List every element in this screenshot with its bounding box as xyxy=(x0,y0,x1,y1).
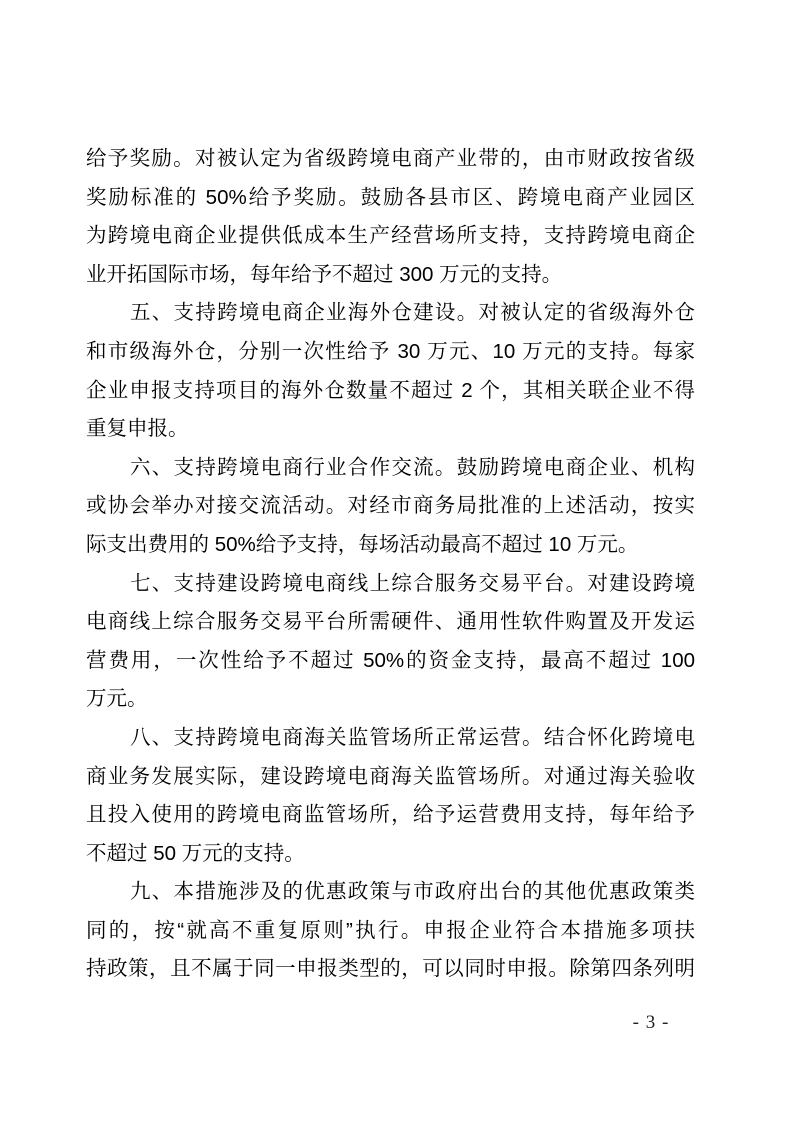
text-line: 五、支持跨境电商企业海外仓建设。对被认定的省级海外仓 xyxy=(130,301,695,325)
text-line: 企业申报支持项目的海外仓数量不超过 2 个，其相关联企业不得 xyxy=(86,378,695,402)
text-line: 给予奖励。对被认定为省级跨境电商产业带的，由市财政按省级 xyxy=(86,147,695,170)
text-line: 六、支持跨境电商行业合作交流。鼓励跨境电商企业、机构 xyxy=(130,455,695,479)
text-line: 或协会举办对接交流活动。对经市商务局批准的上述活动，按实 xyxy=(86,494,695,518)
text-line: 奖励标准的 50%给予奖励。鼓励各县市区、跨境电商产业园区 xyxy=(86,185,695,209)
text-line: 业开拓国际市场，每年给予不超过 300 万元的支持。 xyxy=(86,262,563,286)
page-number: - 3 - xyxy=(632,1012,670,1033)
text-line: 际支出费用的 50%给予支持，每场活动最高不超过 10 万元。 xyxy=(86,532,639,556)
text-line: 同的，按“就高不重复原则”执行。申报企业符合本措施多项扶 xyxy=(86,918,695,942)
text-line: 商业务发展实际，建设跨境电商海关监管场所。对通过海关验收 xyxy=(86,764,695,788)
text-line: 为跨境电商企业提供低成本生产经营场所支持，支持跨境电商企 xyxy=(86,224,695,248)
text-line: 七、支持建设跨境电商线上综合服务交易平台。对建设跨境 xyxy=(130,571,695,595)
text-line: 八、支持跨境电商海关监管场所正常运营。结合怀化跨境电 xyxy=(130,725,695,749)
text-line: 电商线上综合服务交易平台所需硬件、通用性软件购置及开发运 xyxy=(86,610,695,634)
document-body xyxy=(86,140,695,989)
text-line: 不超过 50 万元的支持。 xyxy=(86,841,305,865)
text-line: 且投入使用的跨境电商监管场所，给予运营费用支持，每年给予 xyxy=(86,803,695,827)
text-line: 和市级海外仓，分别一次性给予 30 万元、10 万元的支持。每家 xyxy=(86,339,695,363)
text-line: 万元。 xyxy=(86,687,148,711)
text-line: 重复申报。 xyxy=(86,417,189,441)
text-line: 九、本措施涉及的优惠政策与市政府出台的其他优惠政策类 xyxy=(130,880,695,904)
text-line: 持政策，且不属于同一申报类型的，可以同时申报。除第四条列明 xyxy=(86,957,695,981)
text-line: 营费用，一次性给予不超过 50%的资金支持，最高不超过 100 xyxy=(86,648,695,672)
